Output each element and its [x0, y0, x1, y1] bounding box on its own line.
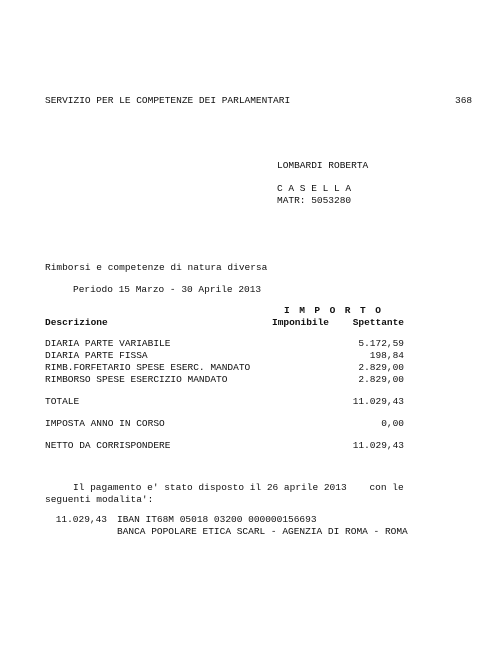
row-desc: RIMB.FORFETARIO SPESE ESERC. MANDATO [45, 362, 251, 373]
payment-line-1: Il pagamento e' stato disposto il 26 aprile 2013 con le [73, 482, 404, 493]
netto-value: 11.029,43 [352, 440, 404, 451]
imposta-value: 0,00 [381, 418, 404, 429]
matricola: MATR: 5053280 [277, 195, 352, 206]
row-desc: RIMBORSO SPESE ESERCIZIO MANDATO [45, 374, 228, 385]
section-title: Rimborsi e competenze di natura diversa [45, 262, 268, 273]
page-number: 368 [455, 95, 473, 106]
totale-value: 11.029,43 [352, 396, 404, 407]
netto-label: NETTO DA CORRISPONDERE [45, 440, 171, 451]
service-header: SERVIZIO PER LE COMPETENZE DEI PARLAMENTARI [45, 95, 291, 106]
payment-amount: 11.029,43 [55, 514, 107, 525]
row-spettante: 5.172,59 [358, 338, 404, 349]
totale-label: TOTALE [45, 396, 80, 407]
row-desc: DIARIA PARTE FISSA [45, 350, 148, 361]
payment-line-2: seguenti modalita': [45, 494, 154, 505]
payment-iban: IBAN IT68M 05018 03200 000000156693 [117, 514, 317, 525]
row-spettante: 2.829,00 [358, 362, 404, 373]
recipient-name: LOMBARDI ROBERTA [277, 160, 369, 171]
casella-label: C A S E L L A [277, 183, 352, 194]
col-descrizione: Descrizione [45, 317, 108, 328]
payment-bank: BANCA POPOLARE ETICA SCARL - AGENZIA DI ROMA - ROMA [117, 526, 408, 537]
row-spettante: 2.829,00 [358, 374, 404, 385]
importo-heading: I M P O R T O [284, 305, 383, 316]
row-desc: DIARIA PARTE VARIABILE [45, 338, 171, 349]
col-imponibile: Imponibile [272, 317, 330, 328]
period: Periodo 15 Marzo - 30 Aprile 2013 [73, 284, 262, 295]
col-spettante: Spettante [352, 317, 404, 328]
row-spettante: 198,84 [369, 350, 404, 361]
imposta-label: IMPOSTA ANNO IN CORSO [45, 418, 165, 429]
